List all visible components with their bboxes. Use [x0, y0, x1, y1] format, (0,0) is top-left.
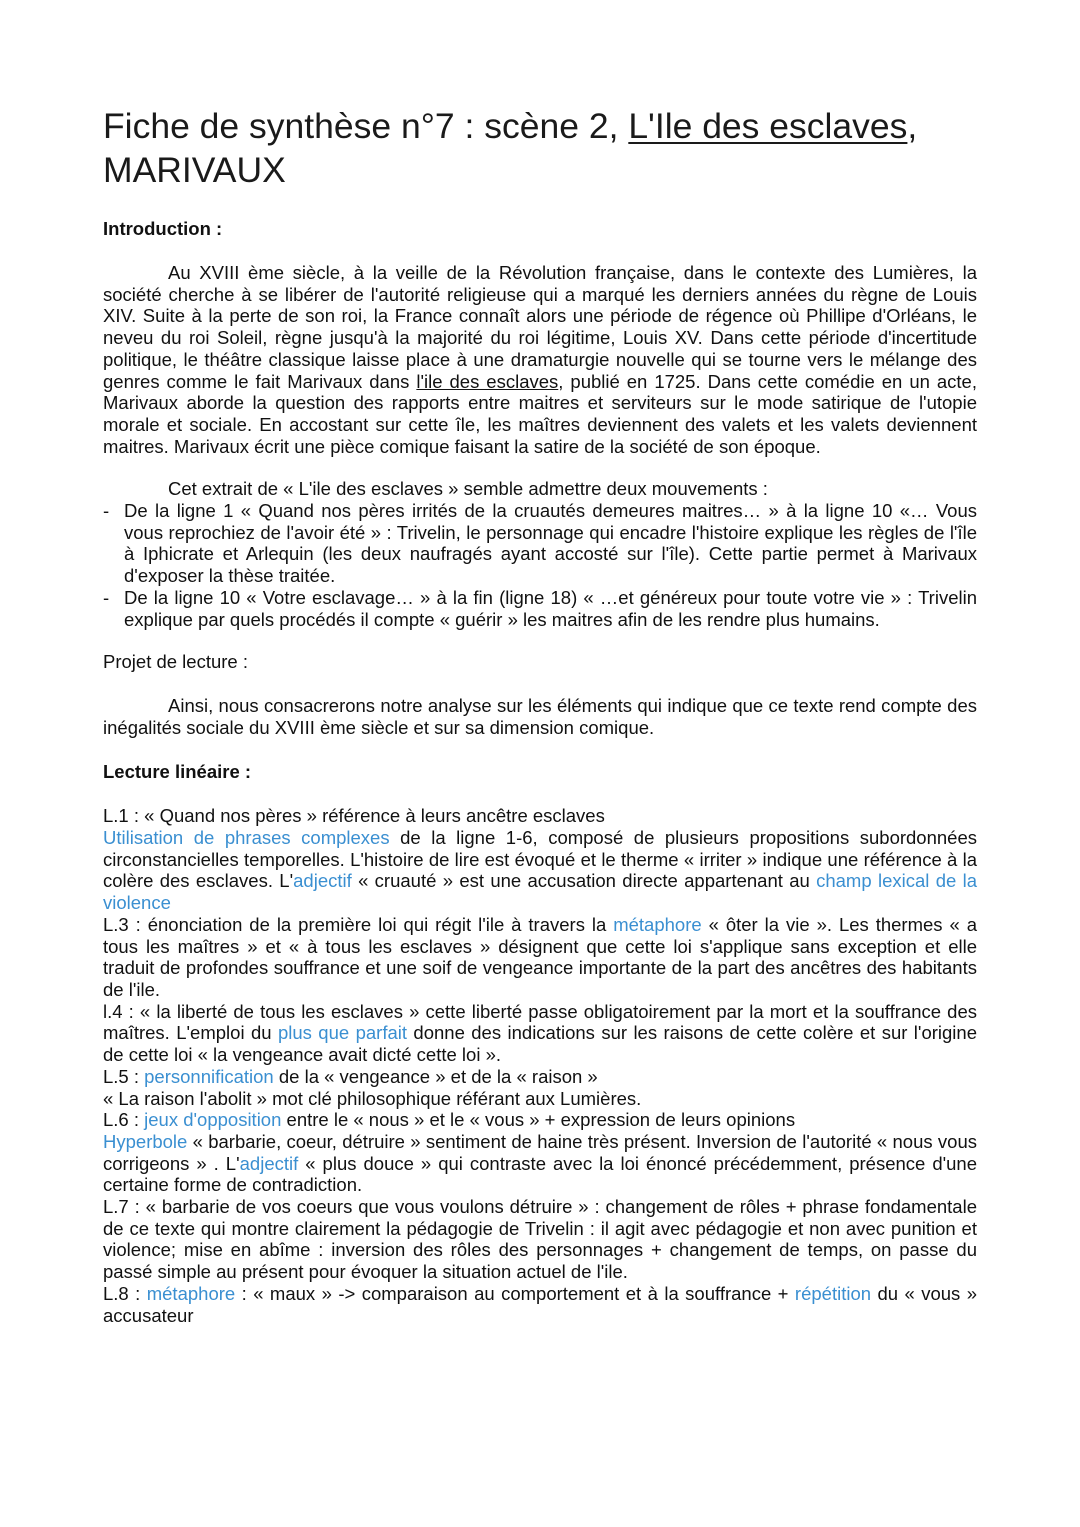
note-text: du « vous » accusateur: [103, 1282, 978, 1326]
intro-text-a: Au XVIII ème siècle, à la veille de la Révolution française, dans le contexte des Lumières, la société cherche à se libérer de l'autorité religieuse qui a marqué les derniers années du règne de Louis XIV. Suite à la perte de son roi, la France connaît alors une période de régence où Phillipe d'Orléans, le neveu du roi Soleil, règne jusqu'à la majorité du roi légitime, Louis XV. Dans cette période d'incertitude politique, le théâtre classique laisse place à une dramaturgie nouvelle qui se tourne vers le mélange des genres comme le fait Marivaux dans: [103, 262, 977, 392]
term-highlight: adjectif: [239, 1152, 299, 1174]
term-highlight: répétition: [794, 1282, 872, 1304]
note-text: L.8 :: [103, 1282, 147, 1304]
note-text: « barbarie, coeur, détruire » sentiment de haine très présent. Inversion de l'autorité « nous vous corrigeons » . L': [103, 1130, 977, 1174]
note-text: de la ligne 1-6, composé de plusieurs propositions subordonnées circonstancielles temporelles. L'histoire de lire est évoqué et le therme « irriter » indique une référence à la colère des esclaves. L': [103, 827, 977, 892]
line-note-3: [103, 914, 977, 1001]
introduction-heading: Introduction :: [103, 218, 223, 239]
line-note-6: [103, 1109, 977, 1131]
intro-work-link: l'ile des esclaves: [416, 370, 559, 392]
term-highlight: jeux d'opposition: [144, 1109, 282, 1131]
term-highlight: champ lexical de la violence: [103, 870, 977, 914]
line-note-4: [103, 1001, 977, 1066]
projet-heading: Projet de lecture :: [103, 651, 248, 673]
note-text: L.3 : énonciation de la première loi qui régit l'ile à travers la: [103, 913, 614, 935]
term-highlight: métaphore: [613, 913, 702, 935]
note-text: entre le « nous » et le « vous » + expression de leurs opinions: [281, 1109, 796, 1131]
note-text: de la « vengeance » et de la « raison »: [273, 1065, 598, 1087]
note-text: « ôter la vie ». Les thermes « a tous les maîtres » et « à tous les esclaves » désignent que cette loi s'applique sans exception et elle traduit de profondes souffrance et une soif de vengeance importante de la part des ancêtres des habitants de l'ile.: [103, 913, 977, 1000]
term-highlight: adjectif: [293, 870, 352, 892]
movement-item: - De la ligne 10 « Votre esclavage… » à la fin (ligne 18) « …et généreux pour toute votre vie » : Trivelin explique par quels procédés il compte « guérir » les maitres afin de les rendre plus humains.: [103, 587, 977, 630]
line-note-8: [103, 1283, 977, 1326]
line-note-5-detail: « La raison l'abolit » mot clé philosophique référant aux Lumières.: [103, 1087, 642, 1109]
line-note-7: L.7 : « barbarie de vos coeurs que vous voulons détruire » : changement de rôles + phrase fondamentale de ce texte qui montre clairement la pédagogie de Trivelin : il agit avec pédagogie et non avec punition et violence; mise en abîme : inversion des rôles des personnages + changement de temps, on passe du passé simple au présent pour évoquer la situation actuel de l'ile.: [103, 1196, 977, 1283]
introduction-paragraph: [103, 262, 977, 457]
lecture-heading: Lecture linéaire :: [103, 761, 252, 783]
note-text: « plus douce » qui contraste avec la loi énoncé précédemment, présence d'une certaine forme de contradiction.: [103, 1152, 978, 1196]
intro-text-b: , publié en 1725. Dans cette comédie en un acte, Marivaux aborde la question des rapports entre maitres et serviteurs sur le mode satirique de l'utopie morale et sociale. En accostant sur cette île, les maîtres deviennent des valets et les valets deviennent maitres. Marivaux écrit une pièce comique faisant la satire de la société de son époque.: [103, 370, 977, 457]
lecture-section: [103, 805, 977, 1326]
line-note-5: [103, 1066, 977, 1088]
term-highlight: Utilisation de phrases complexes: [103, 827, 390, 849]
note-text: L.5 :: [103, 1065, 145, 1087]
line-note-6-detail: [103, 1131, 977, 1196]
note-text: donne des indications sur les raisons de cette colère et sur l'origine de cette loi « la vengeance avait dicté cette loi ».: [103, 1022, 977, 1066]
note-text: L.6 :: [103, 1109, 145, 1131]
term-highlight: plus que parfait: [277, 1022, 407, 1044]
line-note-1-analysis: [103, 827, 977, 914]
movements-intro: Cet extrait de « L'ile des esclaves » semble admettre deux mouvements :: [168, 478, 768, 500]
projet-text: Ainsi, nous consacrerons notre analyse sur les éléments qui indique que ce texte rend compte des inégalités sociale du XVIII ème siècle et sur sa dimension comique.: [103, 694, 977, 738]
note-text: l.4 : « la liberté de tous les esclaves » cette liberté passe obligatoirement par la mort et la souffrance des maîtres. L'emploi du: [103, 1000, 977, 1044]
title-prefix: Fiche de synthèse n°7 : scène 2,: [103, 106, 629, 146]
title-author: MARIVAUX: [103, 150, 286, 190]
term-highlight: métaphore: [146, 1282, 236, 1304]
term-highlight: personnification: [144, 1065, 274, 1087]
title-work: L'Ile des esclaves: [628, 106, 908, 146]
note-text: « cruauté » est une accusation directe appartenant au: [351, 870, 817, 892]
term-highlight: Hyperbole: [103, 1130, 188, 1152]
title-suffix: ,: [907, 106, 918, 146]
line-note-1: L.1 : « Quand nos pères » référence à leurs ancêtre esclaves: [103, 805, 605, 827]
movements-list: [103, 500, 977, 630]
note-text: : « maux » -> comparaison au comportement et à la souffrance +: [235, 1282, 795, 1304]
movement-item: - De la ligne 1 « Quand nos pères irrités de la cruautés demeures maitres… » à la ligne 10 «… Vous vous reprochiez de l'avoir été » : Trivelin, le personnage qui encadre l'histoire explique les règles de l'île à Iphicrate et Arlequin (les deux naufragés ayant accosté sur l'île). Cette partie permet à Marivaux d'exposer la thèse traitée.: [103, 500, 977, 587]
document-page: [103, 104, 977, 1326]
page-title: [103, 104, 977, 192]
